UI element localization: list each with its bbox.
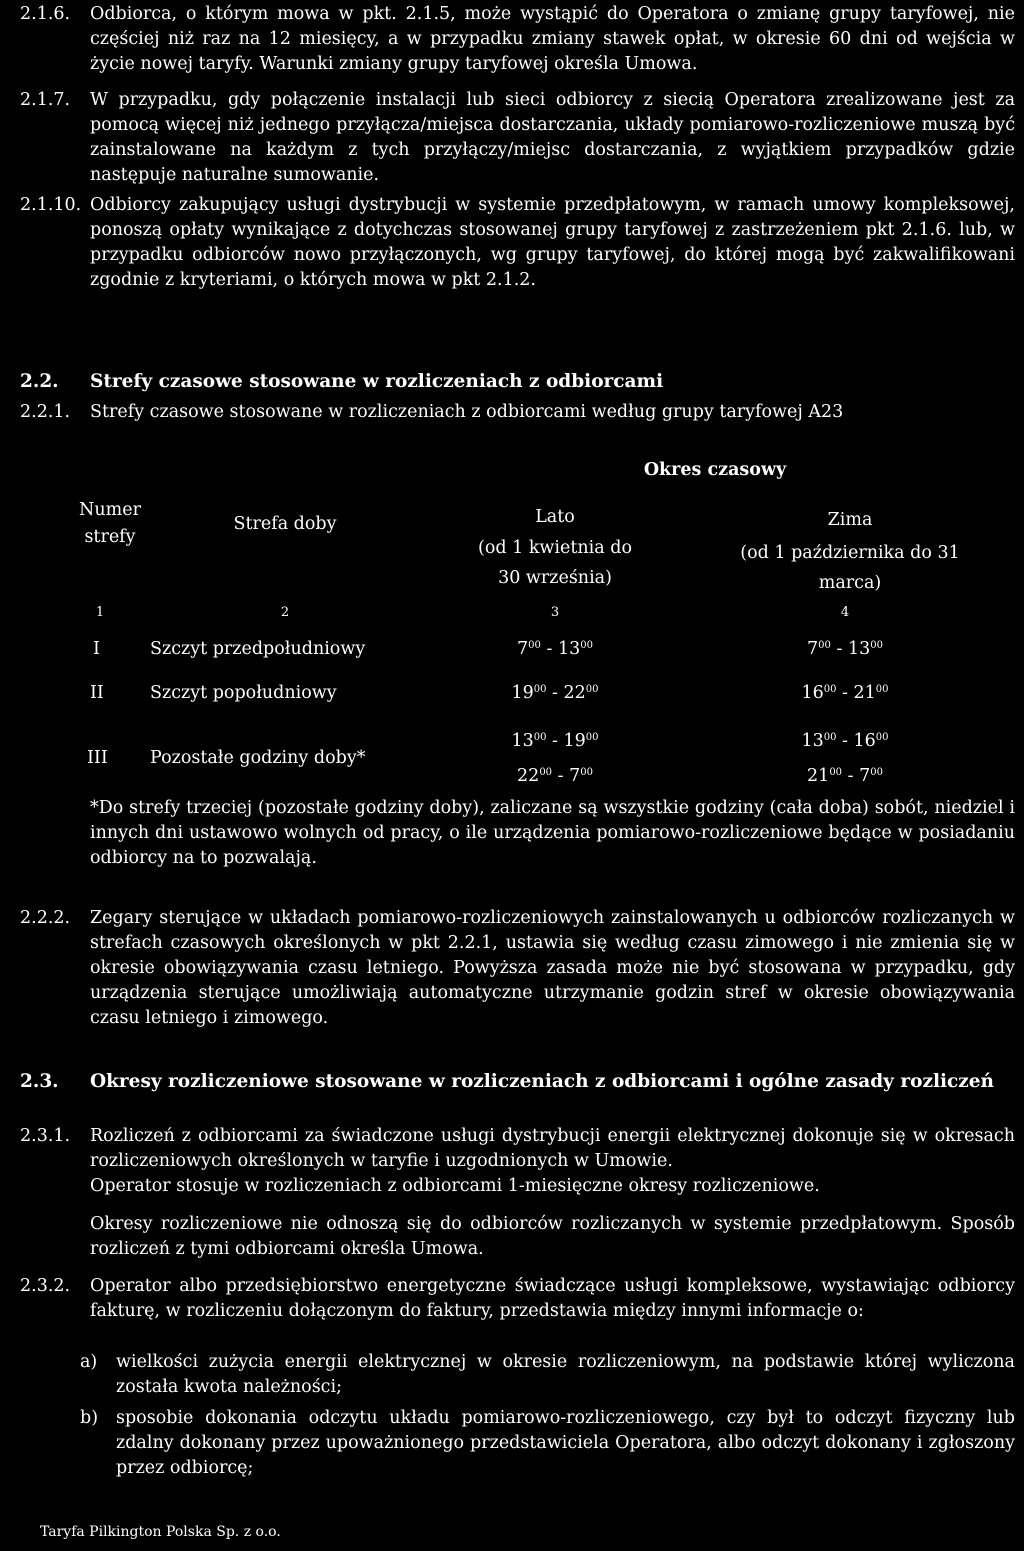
section-number: 2.3. <box>20 1071 59 1092</box>
paragraph-2-3-2 <box>20 1274 1015 1324</box>
list-label: b) <box>80 1408 99 1428</box>
col-summer-line3: 30 września) <box>498 568 612 588</box>
period-header: Okres czasowy <box>643 460 787 480</box>
col-zone-header: Strefa doby <box>233 514 337 534</box>
paragraph-number: 2.1.6. <box>20 4 71 24</box>
row-2-winter: $16^{00} - 21^{00}$ <box>801 683 889 703</box>
row-2-summer: $19^{00} - 22^{00}$ <box>511 683 599 703</box>
list-label: a) <box>80 1352 98 1372</box>
list-item-b <box>80 1406 1015 1481</box>
section-heading-2-2 <box>20 369 1015 394</box>
paragraph-number: 2.1.7. <box>20 90 71 110</box>
paragraph-2-2-2 <box>20 906 1015 1031</box>
section-title: Okresy rozliczeniowe stosowane w rozliczeniach z odbiorcami i ogólne zasady rozliczeń <box>90 1071 994 1092</box>
paragraph-text: Zegary sterujące w układach pomiarowo-rozliczeniowych zainstalowanych u odbiorców rozliczanych w strefach czasowych określonych w pkt 2.2.1, ustawia się według czasu zimowego i nie zmienia się w okresie obowiązywania czasu letniego. Powyższa zasada może nie być stosowana w przypadku, gdy urządzenia sterujące umożliwiają automatyczne utrzymanie godzin stref w okresie obowiązywania czasu letniego i zimowego. <box>90 908 1015 1028</box>
paragraph-2-3-1 <box>20 1124 1015 1262</box>
section-title: Strefy czasowe stosowane w rozliczeniach z odbiorcami <box>90 371 664 392</box>
row-3-winter-1: $13^{00} - 16^{00}$ <box>801 731 889 751</box>
row-1-zone: Szczyt przedpołudniowy <box>150 639 366 659</box>
paragraph-2-1-6 <box>20 2 1015 77</box>
row-3-zone: Pozostałe godziny doby* <box>150 748 366 768</box>
col-index-1: 1 <box>95 605 105 620</box>
col-summer-line2: (od 1 kwietnia do <box>478 538 632 558</box>
row-3-number: III <box>87 748 108 768</box>
paragraph-2-2-1 <box>20 400 1015 425</box>
page-footer: Taryfa Pilkington Polska Sp. z o.o. <box>40 1524 281 1540</box>
row-1-summer: $7^{00} - 13^{00}$ <box>517 639 593 659</box>
section-number: 2.2. <box>20 371 59 392</box>
col-zone-number-line2: strefy <box>84 527 136 547</box>
paragraph-2-1-7 <box>20 88 1015 188</box>
paragraph-number: 2.3.2. <box>20 1276 71 1296</box>
col-index-3: 3 <box>550 605 560 620</box>
row-2-number: II <box>90 683 104 703</box>
row-3-winter-2: $21^{00} - 7^{00}$ <box>807 766 883 786</box>
row-3-summer-2: $22^{00} - 7^{00}$ <box>517 766 593 786</box>
col-zone-number-line1: Numer <box>79 500 141 520</box>
paragraph-number: 2.1.10. <box>20 195 82 215</box>
col-winter-line1: Zima <box>827 510 873 530</box>
list-text: sposobie dokonania odczytu układu pomiarowo-rozliczeniowego, czy był to odczyt fizyczny lub zdalny dokonany przez upoważnionego przedstawiciela Operatora, albo odczyt dokonany i zgłoszony przez odbiorcę; <box>116 1408 1015 1478</box>
paragraph-text: Operator albo przedsiębiorstwo energetyczne świadczące usługi kompleksowe, wystawiając odbiorcy fakturę, w rozliczeniu dołączonym do faktury, przedstawia między innymi informacje o: <box>90 1276 1015 1321</box>
list-item-a <box>80 1350 1015 1400</box>
paragraph-number: 2.2.1. <box>20 402 71 422</box>
col-index-4: 4 <box>840 605 850 620</box>
paragraph-text: Odbiorcy zakupujący usługi dystrybucji w systemie przedpłatowym, w ramach umowy kompleksowej, ponoszą opłaty wynikające z dotychczas stosowanej grupy taryfowej z zastrzeżeniem pkt 2.1.6. lub, w przypadku odbiorców nowo przyłączonych, wg grupy taryfowej, do której mogą być zakwalifikowani zgodnie z kryteriami, o których mowa w pkt 2.1.2. <box>90 195 1015 290</box>
col-winter-line3: marca) <box>818 573 882 593</box>
section-heading-2-3 <box>20 1069 1015 1094</box>
paragraph-text-3: Okresy rozliczeniowe nie odnoszą się do odbiorców rozliczanych w systemie przedpłatowym. Sposób rozliczeń z tymi odbiorcami określa Umowa. <box>90 1214 1015 1259</box>
table-footnote: *Do strefy trzeciej (pozostałe godziny doby), zaliczane są wszystkie godziny (cała doba) sobót, niedziel i innych dni ustawowo wolnych od pracy, o ile urządzenia pomiarowo-rozliczeniowe będące w posiadaniu odbiorcy na to pozwalają. <box>90 798 1015 868</box>
row-1-winter: $7^{00} - 13^{00}$ <box>807 639 883 659</box>
paragraph-text: Odbiorca, o którym mowa w pkt. 2.1.5, może wystąpić do Operatora o zmianę grupy taryfowej, nie częściej niż raz na 12 miesięcy, a w przypadku zmiany stawek opłat, w okresie 60 dni od wejścia w życie nowej taryfy. Warunki zmiany grupy taryfowej określa Umowa. <box>90 4 1015 74</box>
row-3-summer-1: $13^{00} - 19^{00}$ <box>511 731 599 751</box>
paragraph-2-1-10 <box>20 193 1015 293</box>
row-2-zone: Szczyt popołudniowy <box>150 683 337 703</box>
paragraph-text: Strefy czasowe stosowane w rozliczeniach z odbiorcami według grupy taryfowej A23 <box>90 402 844 422</box>
paragraph-number: 2.2.2. <box>20 908 71 928</box>
paragraph-text-1: Rozliczeń z odbiorcami za świadczone usługi dystrybucji energii elektrycznej dokonuje się w okresach rozliczeniowych określonych w taryfie i uzgodnionych w Umowie. <box>90 1126 1015 1171</box>
paragraph-number: 2.3.1. <box>20 1126 71 1146</box>
paragraph-text: W przypadku, gdy połączenie instalacji lub sieci odbiorcy z siecią Operatora zrealizowane jest za pomocą więcej niż jednego przyłącza/miejsca dostarczania, układy pomiarowo-rozliczeniowe muszą być zainstalowane na każdym z tych przyłączy/miejsc dostarczania, z wyjątkiem przypadków gdzie następuje naturalne sumowanie. <box>90 90 1015 185</box>
paragraph-text-2: Operator stosuje w rozliczeniach z odbiorcami 1-miesięczne okresy rozliczeniowe. <box>90 1176 820 1196</box>
list-text: wielkości zużycia energii elektrycznej w okresie rozliczeniowym, na podstawie której wyliczona została kwota należności; <box>116 1352 1015 1397</box>
col-winter-line2: (od 1 października do 31 <box>740 543 960 563</box>
row-1-number: I <box>93 639 100 659</box>
col-summer-line1: Lato <box>535 507 575 527</box>
col-index-2: 2 <box>280 605 290 620</box>
